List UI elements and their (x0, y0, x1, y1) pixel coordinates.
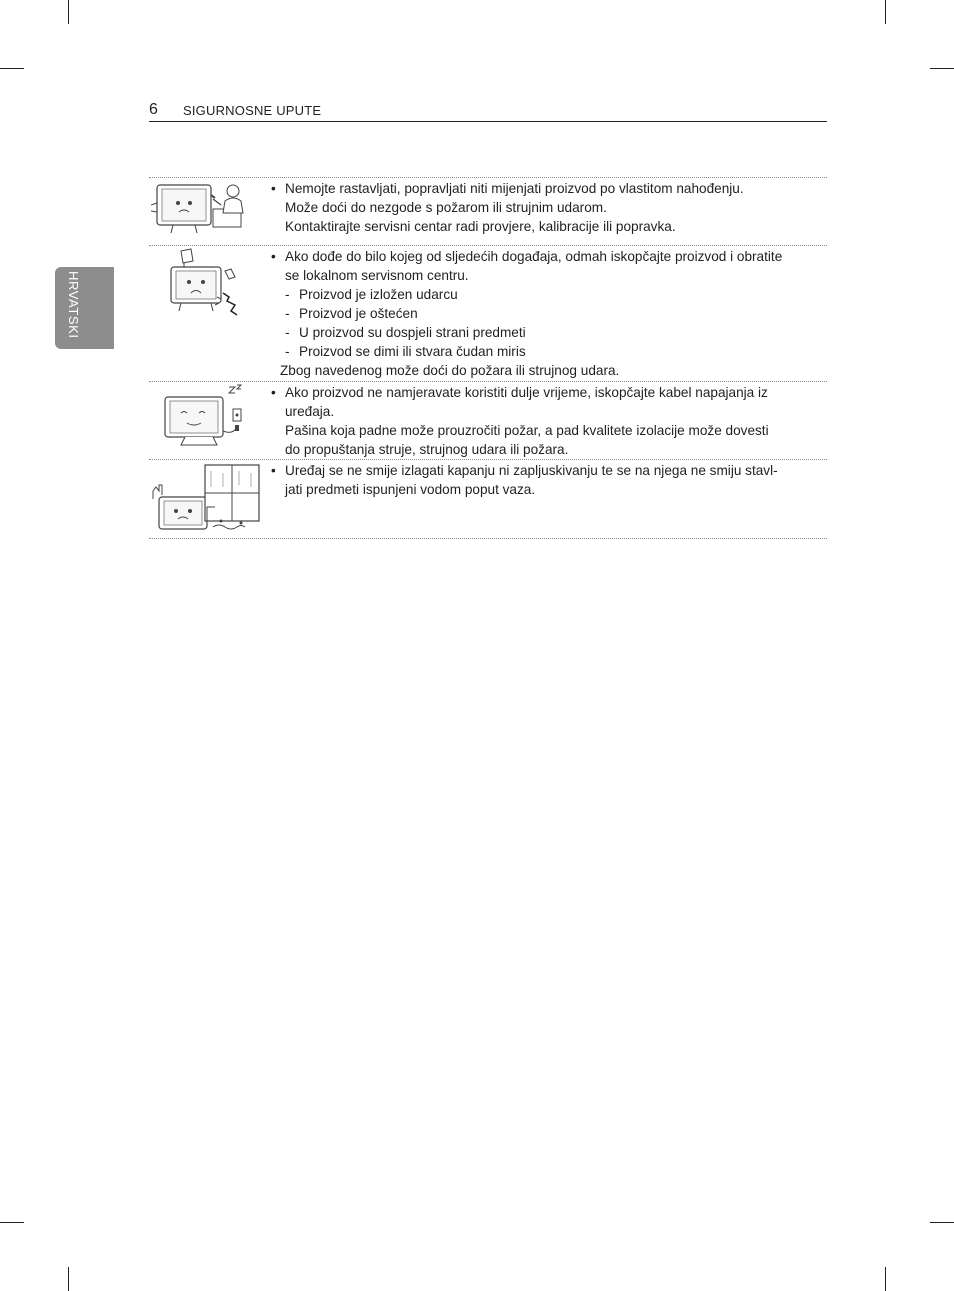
language-tab (55, 267, 114, 349)
crop-mark (930, 68, 954, 69)
bullet-item (271, 247, 827, 285)
crop-mark (930, 1222, 954, 1223)
safety-text (271, 178, 827, 236)
bullet-mark: • (271, 463, 276, 478)
dash-mark: - (285, 325, 290, 340)
text-line: do propuštanja struje, strujnog udara ili požara. (285, 442, 569, 457)
dash-item (271, 342, 827, 361)
safety-row (149, 177, 827, 245)
dash-item (271, 323, 827, 342)
dash-item-text: Proizvod je oštećen (299, 306, 418, 321)
section-title: SIGURNOSNE UPUTE (183, 103, 322, 118)
dash-item (271, 304, 827, 323)
tv-repair-illustration (151, 179, 263, 239)
text-line: Ako dođe do bilo kojeg od sljedećih događaja, odmah iskopčajte proizvod i obratite (285, 249, 783, 264)
dash-mark: - (285, 344, 290, 359)
crop-mark (885, 0, 886, 24)
warning-note: Zbog navedenog može doći do požara ili strujnog udara. (280, 363, 620, 378)
text-line: jati predmeti ispunjeni vodom poput vaza. (285, 482, 536, 497)
dash-item-text: U proizvod su dospjeli strani predmeti (299, 325, 526, 340)
crop-mark (0, 68, 24, 69)
text-line: uređaja. (285, 404, 335, 419)
bullet-item (271, 383, 827, 459)
text-line: Kontaktirajte servisni centar radi provjere, kalibracije ili popravka. (285, 219, 676, 234)
bullet-mark: • (271, 385, 276, 400)
crop-mark (0, 1222, 24, 1223)
text-line: se lokalnom servisnom centru. (285, 268, 469, 283)
dash-item-text: Proizvod je izložen udarcu (299, 287, 458, 302)
text-line: Može doći do nezgode s požarom ili strujnim udarom. (285, 200, 607, 215)
text-line: Pašina koja padne može prouzročiti požar, a pad kvalitete izolacije može dovesti (285, 423, 769, 438)
bullet-mark: • (271, 249, 276, 264)
page-number: 6 (149, 101, 158, 118)
tv-water-illustration (151, 461, 263, 537)
header-rule (149, 121, 827, 122)
text-line: Uređaj se ne smije izlagati kapanju ni zapljuskivanju te se na njega ne smiju stavl- (285, 463, 778, 478)
tv-unplug-illustration (151, 383, 263, 453)
safety-table (149, 177, 827, 539)
safety-row (149, 381, 827, 459)
crop-mark (68, 1267, 69, 1291)
dash-item (271, 285, 827, 304)
bullet-mark: • (271, 181, 276, 196)
safety-text (271, 460, 827, 499)
dash-mark: - (285, 306, 290, 321)
dash-item-text: Proizvod se dimi ili stvara čudan miris (299, 344, 526, 359)
tv-damage-illustration (151, 247, 263, 319)
text-line: Ako proizvod ne namjeravate koristiti dulje vrijeme, iskopčajte kabel napajanja iz (285, 385, 768, 400)
safety-row (149, 459, 827, 539)
dash-mark: - (285, 287, 290, 302)
language-tab-label: HRVATSKI (66, 271, 81, 339)
safety-text (271, 246, 827, 380)
text-line: Nemojte rastavljati, popravljati niti mijenjati proizvod po vlastitom nahođenju. (285, 181, 744, 196)
safety-text (271, 382, 827, 459)
safety-row (149, 245, 827, 381)
bullet-item (271, 461, 827, 499)
crop-mark (885, 1267, 886, 1291)
crop-mark (68, 0, 69, 24)
bullet-item (271, 179, 827, 236)
